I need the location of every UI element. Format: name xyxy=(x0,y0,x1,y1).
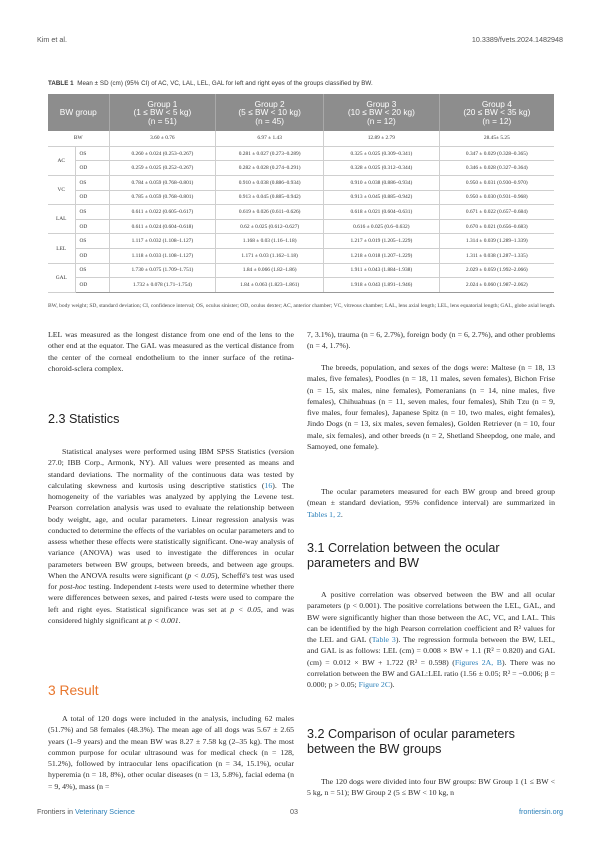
table-row xyxy=(48,190,554,205)
paragraph-correlation: A positive correlation was observed between the BW and all ocular parameters (p < 0.001). The positive correlations between the LEL, GAL, and BW were significantly higher than those between the AC, VC, and LAL. This can be identified by the high Pearson correlation coefficient and R² values for the LEL and GAL (Table 3). The regression formula between the BW, LEL, and GAL is as follows: LEL (cm) = 0.008 × BW + 1.1 (R² = 0.820) and GAL (cm) = 0.012 × BW + 1.722 (R² = 0.598) (Figures 2A, B). There was no correlation between the BW and GAL:LEL ratio (1.56 ± 0.05; R² = −0.006; β = 0.000; p > 0.05; Figure 2C). xyxy=(307,590,556,689)
table-cell: 0.784 ± 0.059 (0.768–0.801) xyxy=(109,176,216,191)
table-cell: 0.671 ± 0.022 (0.657–0.684) xyxy=(439,205,554,220)
table-cell: 1.168 ± 0.03 (1.16–1.18) xyxy=(216,234,324,249)
table-cell: 0.281 ± 0.027 (0.273–0.289) xyxy=(216,146,324,161)
table-cell: 2.024 ± 0.060 (1.987–2.062) xyxy=(439,278,554,293)
table-cell: 1.918 ± 0.043 (1.891–1.946) xyxy=(324,278,440,293)
table-row xyxy=(48,263,554,278)
table-cell: 0.913 ± 0.045 (0.885–0.942) xyxy=(324,190,440,205)
table-cell: 0.328 ± 0.025 (0.312–0.344) xyxy=(324,161,440,176)
table-cell-eye: OS xyxy=(75,205,109,220)
table-cell: 0.618 ± 0.021 (0.604–0.631) xyxy=(324,205,440,220)
table-cell-param: VC xyxy=(48,176,75,205)
table-cell-eye: OD xyxy=(75,161,109,176)
table-1-caption-text: Mean ± SD (cm) (95% CI) of AC, VC, LAL, LEL, GAL for left and right eyes of the groups classified by BW. xyxy=(77,80,373,87)
table-cell: 0.913 ± 0.045 (0.885–0.942) xyxy=(216,190,324,205)
table-cell: 1.732 ± 0.078 (1.71–1.754) xyxy=(109,278,216,293)
table-cell-eye: OS xyxy=(75,234,109,249)
table-cell: 1.117 ± 0.032 (1.108–1.127) xyxy=(109,234,216,249)
section-heading-bw-groups: 3.2 Comparison of ocular parameters between the BW groups xyxy=(307,727,515,756)
table-1-header-bw-group: BW group xyxy=(48,94,109,131)
table-cell-param: LAL xyxy=(48,205,75,234)
table-cell-eye: OS xyxy=(75,176,109,191)
table-cell: 0.785 ± 0.059 (0.768–0.801) xyxy=(109,190,216,205)
table-3-link[interactable]: Table 3 xyxy=(371,635,396,644)
table-1-footnote: BW, body weight; SD, standard deviation; CI, confidence interval; OS, oculus sinister; OD, oculus dexter; AC, anterior chamber; VC, vitreous chamber; LAL, lens axial length; LEL, lens equatorial length; GAL, globe axial length. xyxy=(48,303,556,309)
table-1-header-group-3: Group 3 (10 ≤ BW < 20 kg) (n = 12) xyxy=(324,94,440,131)
table-cell-eye: OS xyxy=(75,263,109,278)
section-heading-correlation: 3.1 Correlation between the ocular parameters and BW xyxy=(307,541,500,570)
table-1-header-group-2: Group 2 (5 ≤ BW < 10 kg) (n = 45) xyxy=(216,94,324,131)
table-cell-eye: OD xyxy=(75,278,109,293)
table-cell-eye: OD xyxy=(75,190,109,205)
paragraph-lel-gal: LEL was measured as the longest distance from one end of the lens to the other end at the equator. The GAL was measured as the vertical distance from the center of the corneal endothelium to the inner surface of the retina-choroid-sclera complex. xyxy=(48,330,294,373)
table-cell: 0.950 ± 0.031 (0.930–0.970) xyxy=(439,176,554,191)
table-cell: 0.611 ± 0.022 (0.605–0.617) xyxy=(109,205,216,220)
table-cell: 28.45± 5.25 xyxy=(439,131,554,146)
table-cell: 0.62 ± 0.025 (0.612–0.627) xyxy=(216,219,324,234)
table-row xyxy=(48,219,554,234)
paragraph-statistics: Statistical analyses were performed using IBM SPSS Statistics (version 27.0; IBB Corp., Armonk, NY). All values were presented as means and standard deviations. The normality of the continuous data was tested by calculating skewness and kurtosis using descriptive statistics (16). The homogeneity of the variables was analyzed by applying the Levene test. Pearson correlation analysis was used to evaluate the relationship between body weight, age, and ocular parameters. Linear regression analysis was conducted to determine the effects of the variables on ocular parameters and to assess whether these effects were statistically significant. One-way analysis of variance (ANOVA) was used to investigate the differences in ocular parameters between BW groups, between breeds, and between age groups. When the ANOVA results were significant (p < 0.05), Scheffé's test was used for post-hoc testing. Independent t-tests were used to determine whether there were differences between sexes, and paired t-tests were used to compare the left and right eyes. Statistical significance was set at p < 0.05, and was considered highly significant at p < 0.001. xyxy=(48,447,295,625)
paragraph-breeds: The breeds, population, and sexes of the dogs were: Maltese (n = 18, 13 males, five females), Poodles (n = 18, 11 males, seven females), Bichon Frise (n = 15, six males, nine females), Pomeranians (n = 14, nine males, five females), Chihuahuas (n = 11, seven males, four females), Shih Tzu (n = 9, five males, four females), Japanese Spitz (n = 10, two males, eight females), Jindo Dogs (n = 13, six males, seven females), Golden Retriever (n = 10, four male, six females), and other breeds (n = 2, Shetland Sheepdog, one male, and Samoyed, one female). xyxy=(307,363,555,451)
table-row xyxy=(48,146,554,161)
table-cell: 0.260 ± 0.024 (0.253–0.267) xyxy=(109,146,216,161)
table-cell-param: AC xyxy=(48,146,75,175)
section-heading-statistics: 2.3 Statistics xyxy=(48,412,120,426)
paragraph-summary: The ocular parameters measured for each BW group and breed group (mean ± standard deviation, 95% confidence interval) are summarized in Tables 1, 2. xyxy=(307,487,555,519)
table-cell: 1.314 ± 0.039 (1.289–1.339) xyxy=(439,234,554,249)
table-cell: 0.910 ± 0.038 (0.886–0.934) xyxy=(216,176,324,191)
table-row-bw xyxy=(48,131,554,146)
table-cell: 0.950 ± 0.030 (0.931–0.968) xyxy=(439,190,554,205)
table-cell: 0.670 ± 0.021 (0.656–0.683) xyxy=(439,219,554,234)
paragraph-result: A total of 120 dogs were included in the analysis, including 62 males (51.7%) and 58 females (48.3%). The mean age of all dogs was 5.67 ± 2.65 years (1–9 years) and the mean BW was 8.27 ± 7.58 kg (2–35 kg). The most common purpose for ocular ultrasound was for medical check (n = 128, 51.2%), followed by intraocular lens opacification (n = 34, 15.1%), ocular hyperemia (n = 18, 8%), other ocular diseases (n = 13, 5.8%), facial edema (n = 9, 4%), mass (n = xyxy=(48,714,294,791)
table-cell: 1.911 ± 0.043 (1.884–1.938) xyxy=(324,263,440,278)
footer-journal: Frontiers in Veterinary Science xyxy=(37,807,135,816)
table-cell: 1.311 ± 0.038 (1.287–1.335) xyxy=(439,249,554,264)
table-row xyxy=(48,249,554,264)
table-cell: 2.029 ± 0.059 (1.992–2.066) xyxy=(439,263,554,278)
tables-link[interactable]: Tables 1, 2 xyxy=(307,509,341,519)
table-cell: 0.616 ± 0.025 (0.6–0.632) xyxy=(324,219,440,234)
table-cell: 0.325 ± 0.025 (0.309–0.341) xyxy=(324,146,440,161)
table-row xyxy=(48,205,554,220)
table-cell-eye: OD xyxy=(75,219,109,234)
table-1-header-row xyxy=(48,94,554,131)
table-cell: 0.910 ± 0.038 (0.886–0.934) xyxy=(324,176,440,191)
section-heading-result: 3 Result xyxy=(48,683,99,698)
running-header-authors: Kim et al. xyxy=(37,35,67,44)
table-cell-param: GAL xyxy=(48,263,75,292)
table-cell: 0.259 ± 0.025 (0.252–0.267) xyxy=(109,161,216,176)
table-1 xyxy=(48,94,554,293)
table-cell: BW xyxy=(48,131,109,146)
table-cell-eye: OD xyxy=(75,249,109,264)
table-cell: 1.84 ± 0.063 (1.823–1.861) xyxy=(216,278,324,293)
figure-2c-link[interactable]: Figure 2C xyxy=(358,680,391,689)
table-cell: 1.217 ± 0.019 (1.205–1.229) xyxy=(324,234,440,249)
paragraph-bw-groups: The 120 dogs were divided into four BW groups: BW Group 1 (1 ≤ BW < 5 kg, n = 51); BW Group 2 (5 ≤ BW < 10 kg, n xyxy=(307,777,555,798)
table-row xyxy=(48,176,554,191)
table-1-label: TABLE 1 xyxy=(48,80,74,87)
table-cell: 6.97 ± 1.43 xyxy=(216,131,324,146)
table-cell: 3.60 ± 0.76 xyxy=(109,131,216,146)
footer-site-link[interactable]: frontiersin.org xyxy=(519,807,563,816)
table-cell: 1.171 ± 0.03 (1.162–1.18) xyxy=(216,249,324,264)
table-1-caption xyxy=(48,80,558,87)
table-row xyxy=(48,234,554,249)
table-cell: 0.611 ± 0.024 (0.604–0.618) xyxy=(109,219,216,234)
table-cell-param: LEL xyxy=(48,234,75,263)
table-cell: 1.218 ± 0.018 (1.207–1.229) xyxy=(324,249,440,264)
table-cell-eye: OS xyxy=(75,146,109,161)
table-row xyxy=(48,278,554,293)
running-header-doi: 10.3389/fvets.2024.1482948 xyxy=(471,35,563,44)
table-cell: 0.347 ± 0.029 (0.328–0.365) xyxy=(439,146,554,161)
table-cell: 1.118 ± 0.033 (1.108–1.127) xyxy=(109,249,216,264)
table-cell: 1.730 ± 0.075 (1.709–1.751) xyxy=(109,263,216,278)
journal-name: Veterinary Science xyxy=(74,807,135,816)
table-cell: 0.346 ± 0.028 (0.327–0.364) xyxy=(439,161,554,176)
table-cell: 0.619 ± 0.026 (0.611–0.626) xyxy=(216,205,324,220)
table-cell: 1.84 ± 0.066 (1.82–1.86) xyxy=(216,263,324,278)
figures-2ab-link[interactable]: Figures 2A, B xyxy=(454,657,502,667)
table-cell: 12.89 ± 2.79 xyxy=(324,131,440,146)
table-cell: 0.282 ± 0.028 (0.274–0.291) xyxy=(216,161,324,176)
page-number: 03 xyxy=(290,807,298,816)
table-1-header-group-1: Group 1 (1 ≤ BW < 5 kg) (n = 51) xyxy=(109,94,216,131)
table-1-header-group-4: Group 4 (20 ≤ BW < 35 kg) (n = 12) xyxy=(439,94,554,131)
paragraph-continued: 7, 3.1%), trauma (n = 6, 2.7%), foreign body (n = 6, 2.7%), and other problems (n = 4, 1.7%). xyxy=(307,330,555,351)
reference-link[interactable]: 16 xyxy=(264,480,273,490)
table-row xyxy=(48,161,554,176)
